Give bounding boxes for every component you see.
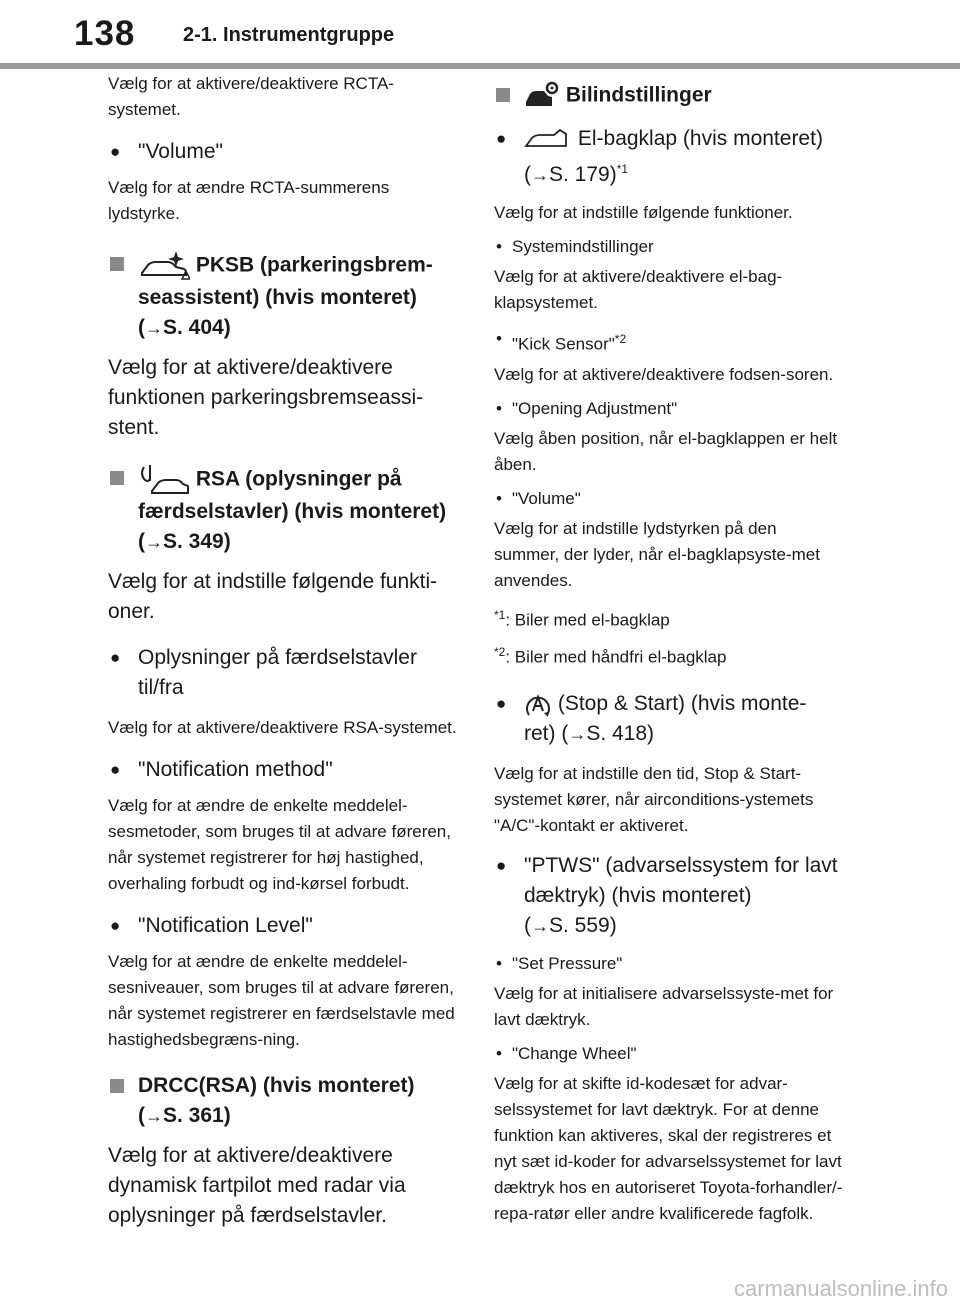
backdoor-bullet: ● El-bagklap (hvis monteret) (→S. 179)$^{*1}$ <box>494 124 846 190</box>
level-bullet: ● "Notification Level" <box>108 911 460 941</box>
sys-settings-desc: Vælg for at aktivere/deaktivere el-bag-klapsystemet. <box>494 267 783 312</box>
car-settings-icon <box>524 80 560 112</box>
power-backdoor-icon <box>524 128 572 150</box>
change-wheel-item: • "Change Wheel" <box>494 1041 846 1067</box>
method-bullet: ● "Notification method" <box>108 755 460 785</box>
arrow-icon: → <box>145 532 163 552</box>
stopstart-desc: Vælg for at indstille den tid, Stop & Start-systemet kører, når airconditions-ystemets "A/C"-kontakt er aktiveret. <box>494 764 814 836</box>
rsa-heading: RSA (oplysninger på færdselstavler) (hvis monteret) (→S. 349) <box>108 463 460 557</box>
rcta-intro: Vælg for at aktivere/deaktivere RCTA-systemet. <box>108 74 394 119</box>
car-settings-heading: Bilindstillinger <box>494 80 846 112</box>
arrow-icon: → <box>145 318 163 338</box>
arrow-icon: → <box>145 1106 163 1126</box>
volume-item: • "Volume" <box>494 486 846 512</box>
header-rule <box>0 63 960 69</box>
kick-sensor-item: • "Kick Sensor"$^{*2}$ <box>494 326 846 358</box>
stopstart-bullet: ● (Stop & Start) (hvis monte- ret) (→S. 418) <box>494 689 846 749</box>
arrow-icon: → <box>568 724 587 745</box>
page-number: 138 <box>74 14 136 53</box>
pksb-heading: PKSB (parkeringsbrem- seassistent) (hvis monteret) (→S. 404) <box>108 249 460 343</box>
square-bullet-icon <box>110 257 124 271</box>
set-pressure-item: • "Set Pressure" <box>494 951 846 977</box>
change-wheel-desc: Vælg for at skifte id-kodesæt for advar-selssystemet for lavt dæktryk. For at denne funktion kan aktiveres, skal der registreres et nyt sæt id-koder for advarselssystemet for lavt dæktryk hos en autoriseret Toyota-forhandler/-repa-ratør eller andre kvalificerede fagfolk. <box>494 1074 843 1224</box>
pksb-car-icon <box>138 249 190 283</box>
page-header <box>0 0 960 80</box>
left-column <box>108 74 460 1231</box>
set-pressure-desc: Vælg for at initialisere advarselssyste-met for lavt dæktryk. <box>494 984 834 1030</box>
volume-desc-right: Vælg for at indstille lydstyrken på den summer, der lyder, når el-bagklapsyste-met anvendes. <box>494 518 820 590</box>
footnote-1: $^{*1}$: Biler med el-bagklap <box>494 607 670 630</box>
rsa-desc: Vælg for at indstille følgende funkti-oner. <box>108 570 438 623</box>
watermark: carmanualsonline.info <box>733 1276 948 1301</box>
square-bullet-icon <box>496 88 510 102</box>
backdoor-desc: Vælg for at indstille følgende funktioner. <box>494 203 793 222</box>
drcc-heading: DRCC(RSA) (hvis monteret) (→S. 361) <box>108 1071 460 1131</box>
ptws-bullet: ● "PTWS" (advarselssystem for lavt dæktryk) (hvis monteret) (→S. 559) <box>494 851 846 941</box>
pksb-desc: Vælg for at aktivere/deaktivere funktionen parkeringsbremseassi-stent. <box>108 356 424 439</box>
drcc-desc: Vælg for at aktivere/deaktivere dynamisk fartpilot med radar via oplysninger på færdselstavler. <box>108 1144 406 1227</box>
footnote-2: $^{*2}$: Biler med håndfri el-bagklap <box>494 645 727 667</box>
right-column <box>494 80 846 1227</box>
square-bullet-icon <box>110 1079 124 1093</box>
sys-settings-item: • Systemindstillinger <box>494 234 846 260</box>
rsa-car-icon <box>138 463 190 497</box>
opening-adj-item: • "Opening Adjustment" <box>494 396 846 422</box>
arrow-icon: → <box>531 165 549 185</box>
arrow-icon: → <box>531 916 549 937</box>
kick-sensor-desc: Vælg for at aktivere/deaktivere fodsen-soren. <box>494 364 834 384</box>
volume-desc: Vælg for at ændre RCTA-summerens lydstyrke. <box>108 178 390 223</box>
method-desc: Vælg for at ændre de enkelte meddelel-sesmetoder, som bruges til at advare føreren, når systemet registrerer for høj hastighed, overhaling forbudt og ind-kørsel forbudt. <box>108 796 451 893</box>
signs-desc: Vælg for at aktivere/deaktivere RSA-systemet. <box>108 718 457 737</box>
level-desc: Vælg for at ændre de enkelte meddelel-sesniveauer, som bruges til at advare føreren, når systemet registrerer en færdselstavle med hastighedsbegræns-ning. <box>108 952 455 1049</box>
signs-bullet: ● Oplysninger på færdselstavler til/fra <box>108 643 460 703</box>
volume-bullet: ● "Volume" <box>108 137 460 167</box>
square-bullet-icon <box>110 471 124 485</box>
stop-start-icon <box>524 689 552 719</box>
opening-adj-desc: Vælg åben position, når el-bagklappen er helt åben. <box>494 428 838 474</box>
section-title: 2-1. Instrumentgruppe <box>183 24 395 46</box>
